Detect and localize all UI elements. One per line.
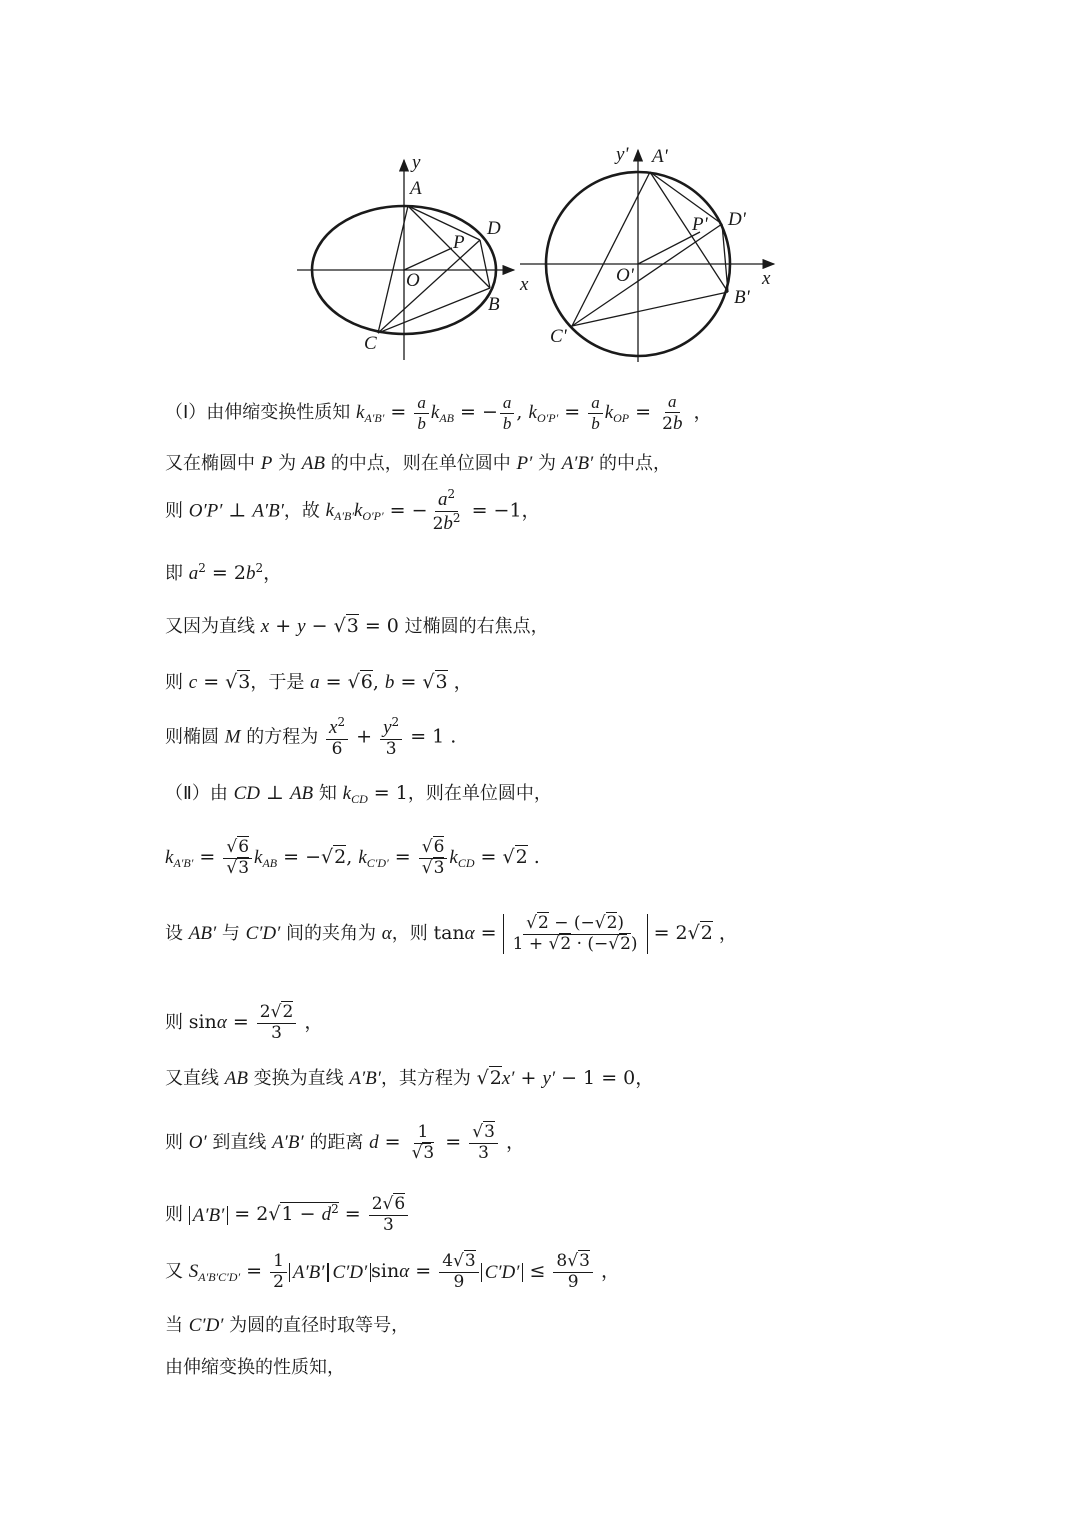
line-3: 则 O′P′ ⊥ A′B′，故 $k_{A'B'}k_{O'P'}$ = − $\frac{a^2}{2b^2}$ = −1，	[165, 487, 541, 534]
label-c-prime: C'	[550, 326, 567, 347]
line-4: 即 $a^2 = 2b^2$，	[165, 561, 283, 584]
line-13: 则 O′ 到直线 A′B′ 的距离 d = $\frac{1}{√3}$ = $\frac{√3}{3}$ ，	[165, 1122, 525, 1163]
label-p-prime: P'	[692, 214, 708, 235]
label-d: D	[487, 218, 501, 239]
line-14: 则 $A'B' = 2√1 - d^2$ = $\frac{2√6}{3}$	[165, 1195, 410, 1235]
line-9: $k_{A'B'}$ = $\frac{√6}{√3}$ $k_{AB} = -√2$, $k_{C'D'}$ = $\frac{√6}{√3}$ $k_{CD} = √2$ .	[165, 837, 540, 878]
label-a: A	[410, 178, 422, 199]
line-6: 则 c = √3，于是 a = √6, b = √3 ，	[165, 671, 473, 693]
line-16: 当 C′D′ 为圆的直径时取等号，	[165, 1315, 410, 1336]
line-1: （Ⅰ）由伸缩变换性质知 $k_{A'B'}$ = $\frac{a}{b}$ $k_{AB}$ = − $\frac{a}{b}$ , $k_{O'P'}$ = $\frac{a}{b}$ $k_{OP}$ = $\frac{a}{2b}$ ，	[165, 392, 713, 434]
label-c: C	[364, 333, 377, 354]
line-15: 又 $S_{A'B'C'D'}$ = $\frac{1}{2}$ A′B′ C′D′ sinα = $\frac{4√3}{9}$ C′D′ ≤ $\frac{8√3}{9}$ ，	[165, 1251, 620, 1292]
label-x: x	[520, 274, 529, 295]
label-y: y	[412, 152, 421, 173]
label-p: P	[453, 232, 465, 253]
label-a-prime: A'	[652, 146, 668, 167]
label-x-right: x	[762, 268, 771, 289]
label-b-prime: B'	[734, 287, 750, 308]
line-5: 又因为直线 x + y − √3 = 0 过椭圆的右焦点，	[165, 615, 549, 637]
label-o-prime: O'	[616, 265, 634, 286]
line-8: （Ⅱ）由 CD ⊥ AB 知 $k_{CD} = 1$，则在单位圆中，	[165, 782, 552, 806]
line-7: 则椭圆 M 的方程为 $\frac{x^2}{6}$ + $\frac{y^2}{3}$ = 1 .	[165, 715, 457, 759]
line-11: 则 sinα = $\frac{2√2}{3}$ ，	[165, 1002, 324, 1043]
label-y-prime: y'	[616, 144, 629, 165]
label-b: B	[488, 294, 500, 315]
label-o: O	[406, 270, 420, 291]
line-17: 由伸缩变换的性质知，	[165, 1357, 345, 1378]
line-10: 设 AB′ 与 C′D′ 间的夹角为 α，则 tanα = $\frac{√2 - (-√2)}{1 + √2 \cdot (-√2)}$ = 2√2 ，	[165, 913, 738, 954]
geometry-figure	[290, 140, 790, 372]
label-d-prime: D'	[728, 209, 746, 230]
line-2: 又在椭圆中 P 为 AB 的中点，则在单位圆中 P′ 为 A′B′ 的中点，	[165, 453, 671, 474]
line-12: 又直线 AB 变换为直线 A′B′，其方程为 √2x′ + y′ − 1 = 0，	[165, 1067, 655, 1089]
